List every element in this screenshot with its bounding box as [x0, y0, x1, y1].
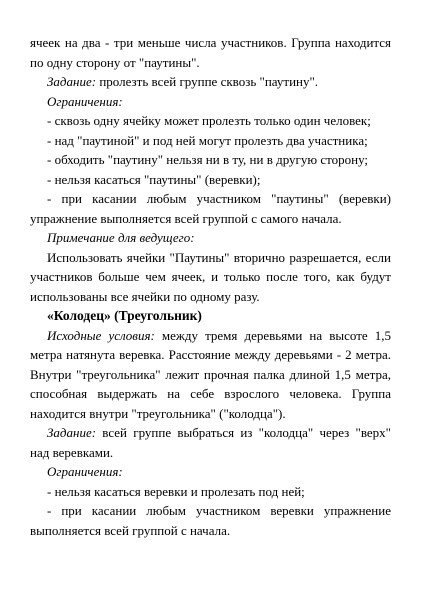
initial-conditions-label: Исходные условия:	[47, 327, 155, 343]
task-text-2: всей группе выбраться из "колодца" через "верх" над веревками.	[30, 425, 391, 460]
restriction-item: - при касании любым участником "паутины" (веревки) упражнение выполняется всей группой с самого начала.	[30, 191, 391, 226]
paragraph-task	[30, 72, 391, 92]
restriction-item: - нельзя касаться веревки и пролезать под ней;	[47, 483, 305, 499]
initial-conditions-text: между тремя деревьями на высоте 1,5 метра натянута веревка. Расстояние между деревьями - 2 метра. Внутри "треугольника" лежит прочная палка длиной 1,5 метра, способная выдержать на себе взрослого человека. Группа находится внутри "треугольника" ("колодца").	[30, 327, 391, 421]
paragraph-task-2	[30, 423, 391, 462]
task-text: пролезть всей группе сквозь "паутину".	[96, 74, 319, 89]
paragraph-cells-rule: ячеек на два - три меньше числа участников. Группа находится по одну сторону от "паутины".	[30, 35, 391, 70]
paragraph-initial-conditions	[30, 326, 391, 424]
section-title: «Колодец» (Треугольник)	[47, 308, 202, 323]
document-page	[30, 33, 391, 540]
note-text: Использовать ячейки "Паутины" вторично разрешается, если участников больше чем ячеек, и только после того, как будут использованы все ячейки по одному разу.	[30, 249, 391, 304]
restriction-item: - сквозь одну ячейку может пролезть только один человек;	[47, 113, 371, 128]
restriction-item: - нельзя касаться "паутины" (веревки);	[47, 171, 261, 187]
restriction-item: - обходить "паутину" нельзя ни в ту, ни в другую сторону;	[47, 152, 369, 167]
restrictions-label-2: Ограничения:	[47, 464, 123, 479]
restrictions-label: Ограничения:	[47, 93, 123, 109]
restriction-item: - над "паутиной" и под ней могут пролезть два участника;	[47, 132, 368, 148]
task-label: Задание:	[47, 74, 97, 89]
note-label: Примечание для ведущего:	[47, 230, 195, 245]
restriction-item: - при касании любым участником веревки упражнение выполняется всей группой с начала.	[30, 503, 391, 538]
task-label-2: Задание:	[47, 425, 97, 440]
